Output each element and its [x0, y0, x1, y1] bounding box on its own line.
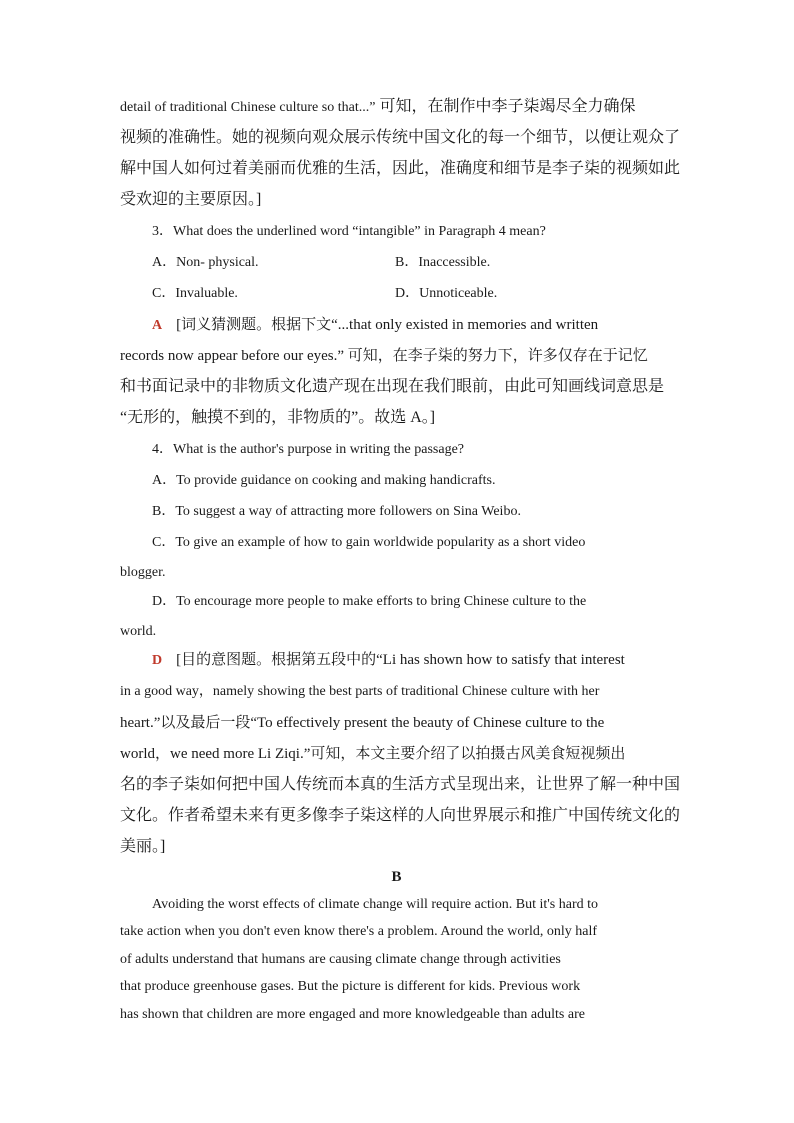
question-3: 3．What does the underlined word “intangible” in Paragraph 4 mean?: [152, 224, 546, 239]
explanation-line: 和书面记录中的非物质文化遗产现在出现在我们眼前，由此可知画线词意思是: [120, 378, 665, 395]
explanation-text: [词义猜测题。根据下文“...that only existed in memories and written: [176, 317, 599, 333]
explanation-line: world，we need more Li Ziqi.”可知，本文主要介绍了以拍摄古风美食短视频出: [120, 746, 626, 762]
option-d: D．Unnoticeable.: [395, 286, 498, 301]
question-3-options-row-2: [152, 283, 673, 305]
option-d-continued: world.: [120, 624, 157, 639]
explanation-line: 视频的准确性。她的视频向观众展示传统中国文化的每一个细节，以便让观众了: [120, 129, 681, 146]
explanation-line: [120, 96, 673, 119]
explanation-line: 名的李子柒如何把中国人传统而本真的生活方式呈现出来，让世界了解一种中国: [120, 776, 681, 793]
explanation-line: “无形的，触摸不到的，非物质的”。故选 A。]: [120, 409, 436, 426]
answer-explanation-line: [152, 314, 673, 337]
answer-letter: A: [152, 318, 163, 333]
question-3-options-row-1: [152, 252, 673, 274]
explanation-line: records now appear before our eyes.” 可知，在李子柒的努力下，许多仅存在于记忆: [120, 348, 648, 364]
explanation-line: 文化。作者希望未来有更多像李子柒这样的人向世界展示和推广中国传统文化的: [120, 807, 681, 824]
passage-line: Avoiding the worst effects of climate change will require action. But it's hard to: [152, 897, 598, 912]
passage-line: of adults understand that humans are causing climate change through activities: [120, 952, 561, 967]
explanation-chinese: 可知，在制作中李子柒竭尽全力确保: [379, 98, 636, 115]
answer-explanation-line: [152, 649, 673, 672]
explanation-line: 美丽。]: [120, 838, 166, 855]
option-c-continued: blogger.: [120, 565, 166, 580]
option-c: C．To give an example of how to gain worldwide popularity as a short video: [152, 535, 586, 550]
section-heading: B: [391, 869, 402, 885]
option-a: A．To provide guidance on cooking and making handicrafts.: [152, 473, 496, 488]
explanation-line: heart.”以及最后一段“To effectively present the beauty of Chinese culture to the: [120, 715, 605, 731]
question-4: 4．What is the author's purpose in writing the passage?: [152, 442, 465, 457]
explanation-line: 解中国人如何过着美丽而优雅的生活，因此，准确度和细节是李子柒的视频如此: [120, 160, 681, 177]
option-a: A．Non- physical.: [152, 255, 259, 270]
option-b: B．Inaccessible.: [395, 255, 491, 270]
explanation-text: [目的意图题。根据第五段中的“Li has shown how to satisfy that interest: [176, 652, 625, 668]
passage-line: has shown that children are more engaged and more knowledgeable than adults are: [120, 1007, 585, 1022]
explanation-line: in a good way，namely showing the best parts of traditional Chinese culture with her: [120, 684, 600, 699]
option-c: C．Invaluable.: [152, 286, 238, 301]
passage-line: that produce greenhouse gases. But the picture is different for kids. Previous work: [120, 979, 581, 994]
passage-line: take action when you don't even know there's a problem. Around the world, only half: [120, 924, 598, 939]
explanation-english: detail of traditional Chinese culture so that...”: [120, 100, 376, 115]
option-b: B．To suggest a way of attracting more followers on Sina Weibo.: [152, 504, 521, 519]
answer-letter: D: [152, 653, 163, 668]
option-d: D．To encourage more people to make efforts to bring Chinese culture to the: [152, 594, 587, 609]
explanation-line: 受欢迎的主要原因。]: [120, 191, 262, 208]
